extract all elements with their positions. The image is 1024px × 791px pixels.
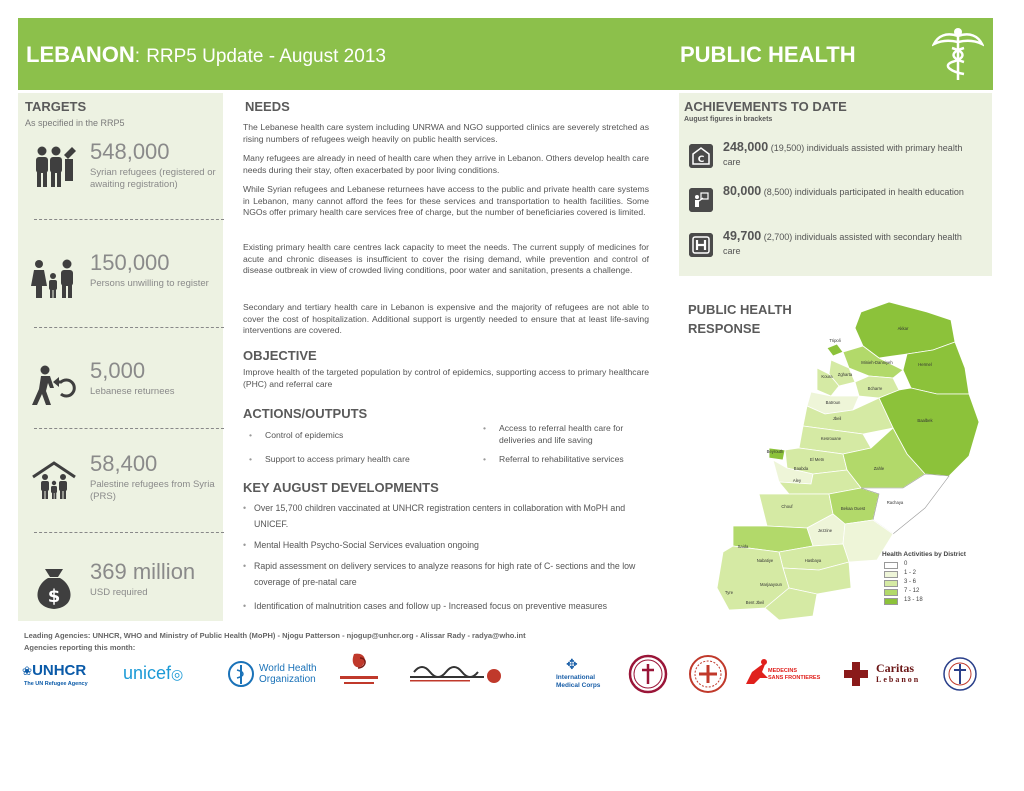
district-label: Zahle <box>873 466 885 471</box>
achievement-august: (2,700) <box>763 232 793 242</box>
target-item <box>26 358 216 428</box>
target-item <box>26 559 216 619</box>
target-number: 369 million <box>90 559 196 584</box>
district-label: Tripoli <box>829 338 841 343</box>
action-item: • Support to access primary health care <box>265 454 465 466</box>
district-label: Jbeil <box>832 416 842 421</box>
needs-paragraph: The Lebanese health care system including UNRWA and NGO supported clinics are severely stretched as rising numbers of refugees weigh heavily on public health services. <box>243 122 649 144</box>
action-item: • Access to referral health care for deliveries and life saving <box>499 423 659 446</box>
caritas-text: Caritas <box>876 661 914 675</box>
target-number: 5,000 <box>90 358 146 383</box>
achievement-number: 80,000 <box>723 184 762 198</box>
imc-logo <box>552 650 614 696</box>
needs-paragraph: Many refugees are already in need of health care when they arrive in Lebanon. Others develop health care needs during their stay, often exacerbated by poor living conditions. <box>243 153 649 175</box>
svg-text:$: $ <box>47 586 61 607</box>
district-label: Hasbaya <box>804 558 822 563</box>
achievements-panel <box>679 93 992 276</box>
target-desc: Persons unwilling to register <box>90 278 209 289</box>
target-desc: Palestine refugees from Syria (PRS) <box>90 479 215 502</box>
target-number: 548,000 <box>90 139 170 164</box>
district-label: Rachaya <box>886 500 904 505</box>
development-item: • Rapid assessment on delivery services to analyze reasons for high rate of C- sections and the low coverage of pre-natal care <box>254 558 652 590</box>
country-name: LEBANON <box>26 42 135 67</box>
target-number: 58,400 <box>90 451 158 476</box>
legend-label: 3 - 6 <box>904 579 917 585</box>
legend-title: Health Activities by District <box>882 551 966 558</box>
cross-emblem-icon <box>626 650 670 696</box>
objective-title: OBJECTIVE <box>243 348 317 363</box>
unicef-text: unicef <box>123 663 172 683</box>
district-label: Aley <box>792 478 802 483</box>
divider <box>34 219 224 220</box>
achievements-subtitle: August figures in brackets <box>684 116 773 123</box>
msf-text-line1: MEDECINS <box>768 668 798 674</box>
title-colon: : <box>134 46 141 67</box>
needs-paragraph: While Syrian refugees and Lebanese returnees have access to the public and private health care systems in Lebanon, many cannot afford the fees for these services and transportation to health facilities. Some NGOs offer primary health care services free of charge, but the number of beneficiaries covered is limited. <box>243 184 649 218</box>
who-text-line1: World Health <box>259 663 317 674</box>
imc-text-line2: Medical Corps <box>556 682 601 689</box>
legend-row <box>882 597 982 606</box>
district-label: Akkar <box>897 326 909 331</box>
district-label: Bekaa Ouest <box>840 506 866 511</box>
legend-label: 7 - 12 <box>904 588 920 594</box>
achievement-august: (8,500) <box>763 187 793 197</box>
district-tripoli <box>827 344 843 356</box>
district-label: Baalbek <box>917 418 933 423</box>
amel-logo <box>406 650 502 696</box>
achievement-item <box>689 184 979 218</box>
target-item <box>26 250 216 320</box>
leading-agencies <box>24 631 526 640</box>
divider <box>34 428 224 429</box>
legend-row <box>882 588 982 597</box>
map-title: PUBLIC HEALTH RESPONSE <box>688 302 792 336</box>
who-emblem-icon <box>227 660 255 688</box>
shelter-family-icon <box>31 457 77 503</box>
caritas-cross-icon <box>842 660 870 688</box>
development-item: • Identification of malnutrition cases and follow up - Increased focus on preventive measures <box>254 598 634 614</box>
achievement-text <box>723 229 979 258</box>
foundation-logo <box>334 650 384 696</box>
achievement-text <box>723 184 979 199</box>
district-label: Tyre <box>724 590 734 595</box>
legend-swatch <box>884 562 898 569</box>
legend-label: 13 - 18 <box>904 597 923 603</box>
who-logo <box>227 650 327 696</box>
foundation-emblem-icon <box>334 650 384 696</box>
district-label: Nabatiye <box>756 558 774 563</box>
circle-emblem-icon <box>940 650 980 696</box>
district-label: Hermel <box>918 362 932 367</box>
caritas-logo <box>842 650 928 696</box>
msf-text-line2: SANS FRONTIERES <box>768 675 821 681</box>
leading-agencies-text: UNHCR, WHO and Ministry of Public Health (MoPH) - Njogu Patterson - njogup@unhcr.org - Alissar Rady - radya@who.int <box>92 631 526 640</box>
red-seal-icon <box>686 650 730 696</box>
health-education-icon <box>689 188 713 212</box>
district-label: Kesrouane <box>820 436 842 441</box>
returnee-icon <box>31 364 77 410</box>
target-desc: Lebanese returnees <box>90 386 175 397</box>
achievement-number: 248,000 <box>723 140 769 154</box>
district-label: Marjaayoun <box>760 582 782 587</box>
district-label: Zgharta <box>837 372 853 377</box>
reporting-agencies-label: Agencies reporting this month: <box>24 643 136 652</box>
achievement-item <box>689 229 979 263</box>
refugees-icon <box>31 145 77 191</box>
legend-swatch <box>884 598 898 605</box>
achievement-label: individuals participated in health education <box>794 187 964 197</box>
red-seal-logo <box>686 650 730 696</box>
target-item <box>26 139 216 219</box>
district-label: Beyrouth <box>766 449 784 454</box>
section-title: PUBLIC HEALTH <box>680 42 856 67</box>
map-legend <box>882 551 982 606</box>
district-label: Chouf <box>781 504 793 509</box>
imc-mark-icon: ✥ <box>566 656 578 672</box>
achievement-august: (19,500) <box>770 143 805 153</box>
hospital-icon <box>689 233 713 257</box>
msf-logo <box>740 650 826 696</box>
legend-swatch <box>884 589 898 596</box>
achievement-number: 49,700 <box>723 229 762 243</box>
title-subtitle: RRP5 Update - August 2013 <box>146 46 386 67</box>
district-label: Jezzine <box>817 528 833 533</box>
who-text-line2: Organization <box>259 674 316 685</box>
objective-text: Improve health of the targeted population by control of epidemics, supporting access to primary healthcare (PHC) and referral care <box>243 367 649 389</box>
legend-swatch <box>884 571 898 578</box>
district-label: Batroun <box>825 400 841 405</box>
target-item <box>26 451 216 521</box>
needs-paragraph: Secondary and tertiary health care in Lebanon is expensive and the majority of refugees are not able to cover the cost of hospitalization. Additional support is urgently needed to ensure that at least life-saving interventions are covered. <box>243 302 649 336</box>
msf-runner-icon <box>740 658 770 688</box>
amel-emblem-icon <box>406 650 502 696</box>
legend-label: 1 - 2 <box>904 570 917 576</box>
legend-label: 0 <box>904 561 908 567</box>
targets-panel <box>18 93 223 621</box>
district-label: El Metn <box>809 457 825 462</box>
achievements-title: ACHIEVEMENTS TO DATE <box>684 99 847 114</box>
targets-subtitle: As specified in the RRP5 <box>25 118 125 128</box>
target-desc: Syrian refugees (registered or awaiting registration) <box>90 167 216 190</box>
cross-org-logo <box>626 650 670 696</box>
target-desc: USD required <box>90 587 148 598</box>
district-label: Minieh-Danniyeh <box>861 360 893 365</box>
divider <box>34 532 224 533</box>
partner-logos <box>22 650 982 696</box>
achievement-label: individuals assisted with primary health care <box>723 143 963 167</box>
caritas-subtext: Lebanon <box>876 675 921 684</box>
unhcr-subtext: The UN Refugee Agency <box>24 681 88 687</box>
action-item: • Referral to rehabilitative services <box>499 454 659 466</box>
action-item: • Control of epidemics <box>265 430 465 442</box>
unhcr-text: UNHCR <box>32 662 87 679</box>
legend-row <box>882 561 982 570</box>
money-bag-icon <box>31 565 77 611</box>
divider <box>34 327 224 328</box>
svg-text:C: C <box>697 155 705 165</box>
district-label: Koura <box>821 374 833 379</box>
development-item: • Over 15,700 children vaccinated at UNHCR registration centers in collaboration with MoPH and UNICEF. <box>254 500 652 532</box>
district-label: Bent Jbeil <box>745 600 765 605</box>
family-icon <box>31 256 77 302</box>
unicef-logo: unicef◎ <box>123 663 184 683</box>
legend-row <box>882 579 982 588</box>
circle-org-logo <box>940 650 980 696</box>
developments-title: KEY AUGUST DEVELOPMENTS <box>243 480 439 495</box>
actions-title: ACTIONS/OUTPUTS <box>243 406 368 421</box>
needs-paragraph: Existing primary health care centres lack capacity to meet the needs. The current supply of medicines for acute and chronic diseases is insufficient to cover the rising demand, while prevention and control of disease outbreak in view of crowded living conditions, poor water and sanitation, presents a challenge. <box>243 242 649 276</box>
legend-swatch <box>884 580 898 587</box>
imc-text-line1: International <box>556 674 596 681</box>
development-item: • Mental Health Psycho-Social Services evaluation ongoing <box>254 537 652 553</box>
caduceus-icon <box>932 26 984 82</box>
targets-title: TARGETS <box>25 99 87 114</box>
header-banner <box>18 18 993 90</box>
achievement-text <box>723 140 979 169</box>
target-number: 150,000 <box>90 250 170 275</box>
needs-title: NEEDS <box>245 99 290 114</box>
district-label: Saida <box>737 544 749 549</box>
page-title <box>26 42 386 68</box>
achievement-item <box>689 140 979 174</box>
achievement-label: individuals assisted with secondary health care <box>723 232 962 256</box>
unhcr-logo: ❀UNHCR The UN Refugee Agency <box>22 662 88 687</box>
leading-agencies-label: Leading Agencies: <box>24 631 91 640</box>
legend-row <box>882 570 982 579</box>
clinic-icon <box>689 144 713 168</box>
district-label: Bcharre <box>867 386 883 391</box>
district-label: Baabda <box>793 466 809 471</box>
